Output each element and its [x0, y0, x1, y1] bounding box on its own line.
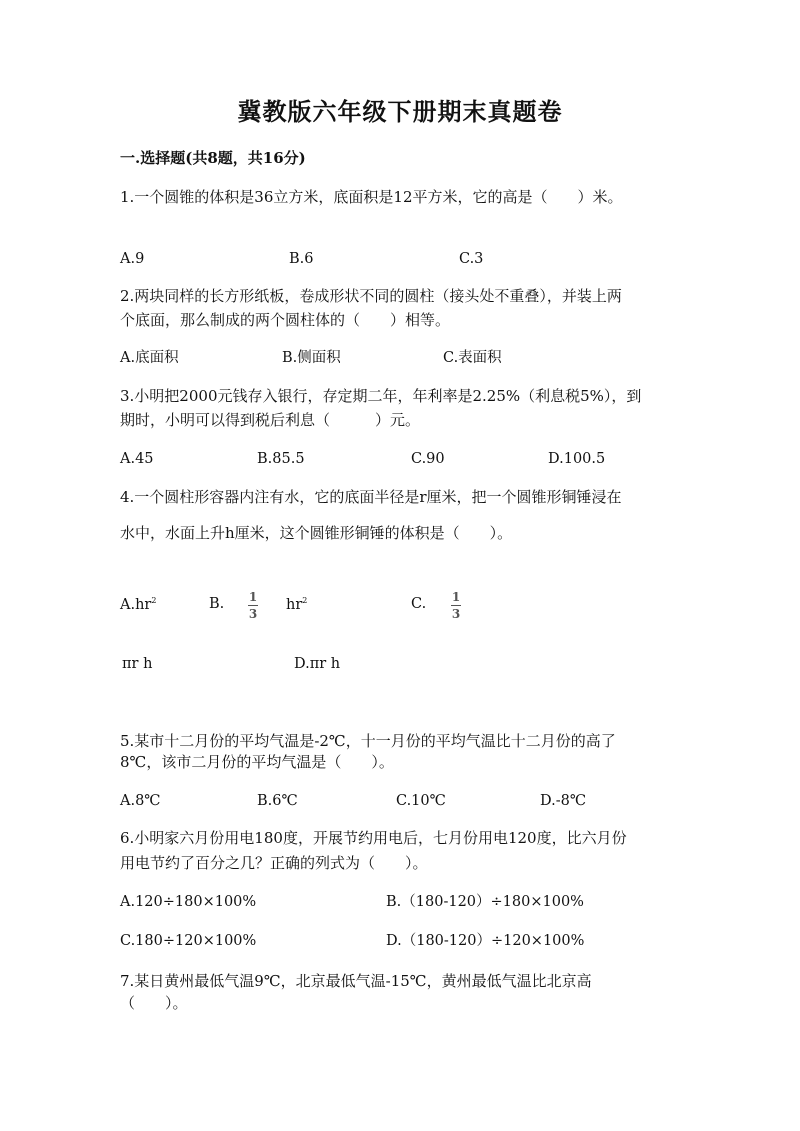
- fraction-denominator: 3: [248, 607, 258, 621]
- question-4-option-d[interactable]: D.πr h: [294, 656, 341, 672]
- question-6-option-b[interactable]: B.（180-120）÷180×100%: [386, 894, 584, 910]
- question-4-option-b-text: [286, 597, 307, 612]
- option-a-text: A.hr: [120, 596, 152, 613]
- question-3-option-b[interactable]: B.85.5: [257, 451, 305, 467]
- page-title: 冀教版六年级下册期末真题卷: [237, 97, 563, 126]
- question-1-option-b[interactable]: B.6: [289, 251, 314, 267]
- section-heading: 一.选择题(共8题，共16分): [120, 149, 306, 167]
- question-3-stem-line-1: 3.小明把2000元钱存入银行，存定期二年，年利率是2.25%（利息税5%），到: [120, 387, 642, 405]
- question-3-option-c[interactable]: C.90: [411, 451, 445, 467]
- question-1-stem: 1.一个圆锥的体积是36立方米，底面积是12平方米，它的高是（ ）米。: [120, 188, 623, 206]
- question-3-stem-line-2: 期时，小明可以得到税后利息（ ）元。: [120, 411, 421, 429]
- fraction-denominator: 3: [451, 607, 461, 621]
- fraction-one-third: [248, 591, 258, 620]
- question-4-stem-line-1: 4.一个圆柱形容器内注有水，它的底面半径是r厘米，把一个圆锥形铜锤浸在: [120, 488, 622, 506]
- question-6-option-d[interactable]: D.（180-120）÷120×100%: [386, 933, 585, 949]
- question-4-option-c-label[interactable]: C.: [411, 596, 427, 612]
- question-6-stem-line-1: 6.小明家六月份用电180度，开展节约用电后，七月份用电120度，比六月份: [120, 829, 627, 847]
- question-5-stem-line-2: 8℃，该市二月份的平均气温是（ ）。: [120, 753, 394, 771]
- question-1-option-c[interactable]: C.3: [459, 251, 484, 267]
- question-5-stem-line-1: 5.某市十二月份的平均气温是-2℃，十一月份的平均气温比十二月份的高了: [120, 732, 616, 750]
- fraction-bar: [451, 605, 461, 606]
- question-2-option-c[interactable]: C.表面积: [443, 350, 502, 366]
- fraction-numerator: 1: [451, 590, 461, 604]
- question-5-option-a[interactable]: A.8℃: [120, 793, 161, 809]
- question-1-option-a[interactable]: A.9: [120, 251, 145, 267]
- question-3-option-d[interactable]: D.100.5: [548, 451, 606, 467]
- question-2-option-b[interactable]: B.侧面积: [282, 350, 341, 366]
- question-5-option-d[interactable]: D.-8℃: [540, 793, 587, 809]
- question-5-option-b[interactable]: B.6℃: [257, 793, 298, 809]
- fraction-one-third: [451, 591, 461, 620]
- fraction-numerator: 1: [248, 590, 258, 604]
- question-6-option-c[interactable]: C.180÷120×100%: [120, 933, 257, 949]
- question-5-option-c[interactable]: C.10℃: [396, 793, 446, 809]
- exponent: 2: [151, 596, 157, 605]
- question-4-option-b-label[interactable]: B.: [209, 596, 225, 612]
- option-b-text: hr: [286, 596, 303, 613]
- question-2-stem-line-1: 2.两块同样的长方形纸板，卷成形状不同的圆柱（接头处不重叠），并装上两: [120, 287, 622, 305]
- question-7-stem-line-1: 7.某日黄州最低气温9℃，北京最低气温-15℃，黄州最低气温比北京高: [120, 972, 592, 990]
- fraction-bar: [248, 605, 258, 606]
- question-4-option-c-continued: πr h: [122, 656, 153, 672]
- question-3-option-a[interactable]: A.45: [120, 451, 154, 467]
- question-6-stem-line-2: 用电节约了百分之几？正确的列式为（ ）。: [120, 854, 428, 872]
- exponent: 2: [302, 596, 308, 605]
- question-6-option-a[interactable]: A.120÷180×100%: [120, 894, 257, 910]
- question-7-stem-line-2: （ ）。: [120, 994, 188, 1012]
- question-2-option-a[interactable]: A.底面积: [120, 350, 179, 366]
- question-2-stem-line-2: 个底面，那么制成的两个圆柱体的（ ）相等。: [120, 311, 451, 329]
- question-4-option-a[interactable]: [120, 597, 156, 612]
- question-4-stem-line-2: 水中，水面上升h厘米，这个圆锥形铜锤的体积是（ ）。: [120, 524, 513, 542]
